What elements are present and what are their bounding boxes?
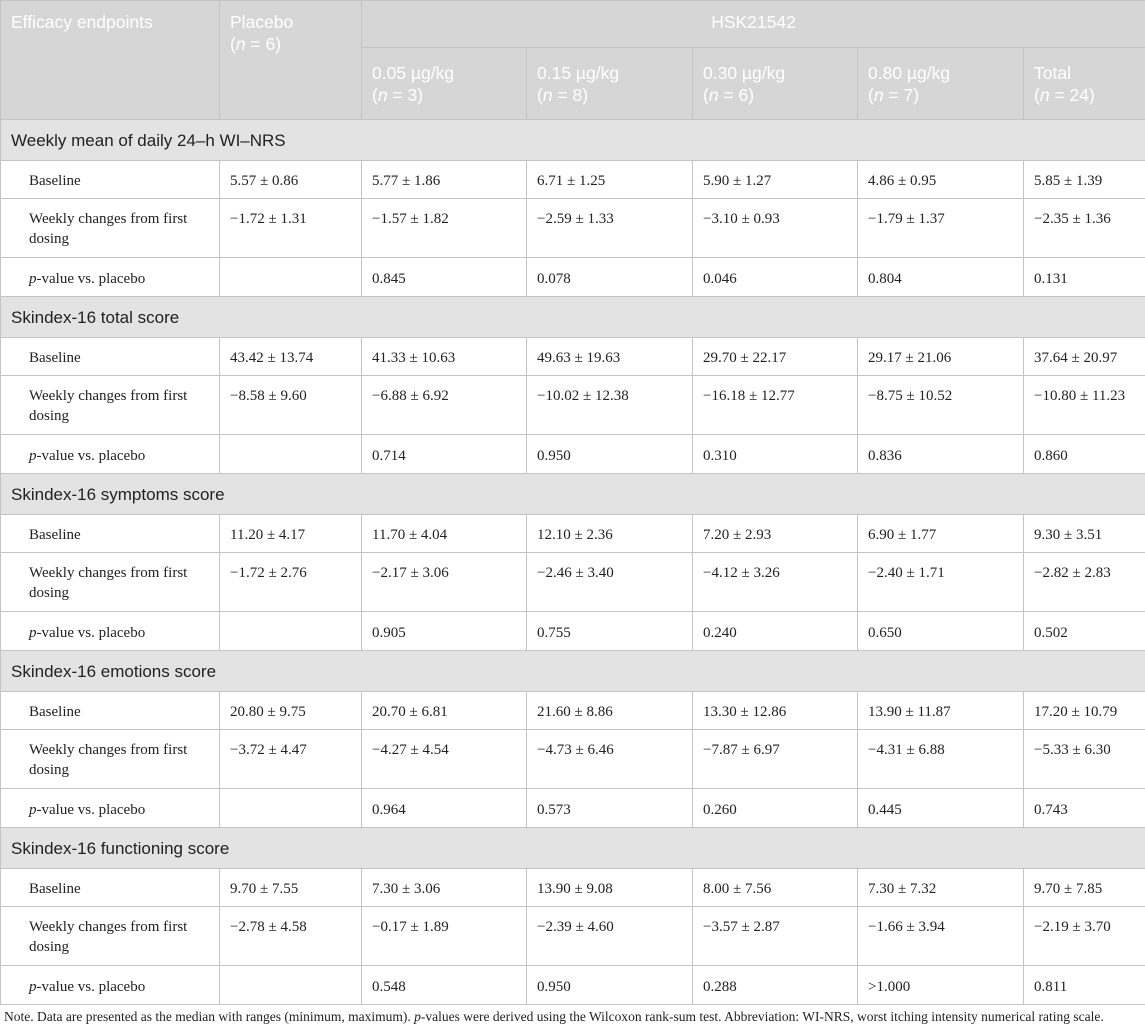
table-cell: −6.88 ± 6.92 (362, 376, 527, 435)
baseline-row (1, 515, 1145, 553)
table-cell: −2.59 ± 1.33 (527, 199, 693, 258)
section-title: Skindex-16 symptoms score (1, 474, 1145, 515)
table-cell: 0.078 (527, 258, 693, 297)
table-cell: −1.79 ± 1.37 (858, 199, 1024, 258)
table-cell: 5.85 ± 1.39 (1024, 161, 1145, 199)
table-cell: 37.64 ± 20.97 (1024, 338, 1145, 376)
baseline-row (1, 161, 1145, 199)
table-cell: −2.39 ± 4.60 (527, 907, 693, 966)
table-cell (220, 258, 362, 297)
table-cell: 0.650 (858, 612, 1024, 651)
baseline-row (1, 869, 1145, 907)
pvalue-row (1, 966, 1145, 1005)
table-cell: 11.70 ± 4.04 (362, 515, 527, 553)
table-cell: −3.72 ± 4.47 (220, 730, 362, 789)
table-cell: −8.75 ± 10.52 (858, 376, 1024, 435)
table-cell: 0.714 (362, 435, 527, 474)
table-cell: 5.77 ± 1.86 (362, 161, 527, 199)
pvalue-row (1, 435, 1145, 474)
table-cell: 13.90 ± 11.87 (858, 692, 1024, 730)
header-placebo: Placebo (n = 6) (220, 1, 362, 120)
table-cell: 0.811 (1024, 966, 1145, 1005)
table-cell: 7.20 ± 2.93 (693, 515, 858, 553)
section-title: Skindex-16 emotions score (1, 651, 1145, 692)
row-label: Weekly changes from first dosing (1, 376, 220, 435)
placebo-n: (n = 6) (230, 34, 282, 54)
table-cell: 0.804 (858, 258, 1024, 297)
table-cell: 4.86 ± 0.95 (858, 161, 1024, 199)
table-cell: 0.950 (527, 435, 693, 474)
table-cell: −5.33 ± 6.30 (1024, 730, 1145, 789)
dose-n-1: (n = 8) (537, 85, 589, 105)
table-cell: 9.70 ± 7.85 (1024, 869, 1145, 907)
table-cell (220, 966, 362, 1005)
table-cell: 0.836 (858, 435, 1024, 474)
table-cell: −2.82 ± 2.83 (1024, 553, 1145, 612)
table-cell: −4.31 ± 6.88 (858, 730, 1024, 789)
table-cell: 17.20 ± 10.79 (1024, 692, 1145, 730)
table-cell: 7.30 ± 3.06 (362, 869, 527, 907)
header-dose-2: 0.30 µg/kg (n = 6) (693, 48, 858, 120)
table-cell: 8.00 ± 7.56 (693, 869, 858, 907)
dose-n-4: (n = 24) (1034, 85, 1095, 105)
table-cell: −3.10 ± 0.93 (693, 199, 858, 258)
row-label: p-value vs. placebo (1, 435, 220, 474)
baseline-row (1, 338, 1145, 376)
row-label: p-value vs. placebo (1, 258, 220, 297)
baseline-row (1, 692, 1145, 730)
table-cell: −0.17 ± 1.89 (362, 907, 527, 966)
table-cell: −2.19 ± 3.70 (1024, 907, 1145, 966)
table-cell: 0.743 (1024, 789, 1145, 828)
table-cell: −10.02 ± 12.38 (527, 376, 693, 435)
header-dose-3: 0.80 µg/kg (n = 7) (858, 48, 1024, 120)
table-cell: −1.66 ± 3.94 (858, 907, 1024, 966)
table-cell: −1.72 ± 1.31 (220, 199, 362, 258)
header-dose-1: 0.15 µg/kg (n = 8) (527, 48, 693, 120)
weekly-changes-row (1, 907, 1145, 966)
section-row (1, 474, 1145, 515)
table-cell: −2.17 ± 3.06 (362, 553, 527, 612)
row-label: Baseline (1, 515, 220, 553)
row-label: Weekly changes from first dosing (1, 199, 220, 258)
pvalue-row (1, 789, 1145, 828)
weekly-changes-row (1, 730, 1145, 789)
row-label: Baseline (1, 161, 220, 199)
table-cell (220, 435, 362, 474)
table-cell: −2.40 ± 1.71 (858, 553, 1024, 612)
table-cell (220, 612, 362, 651)
table-cell: 0.260 (693, 789, 858, 828)
table-cell: 20.80 ± 9.75 (220, 692, 362, 730)
weekly-changes-row (1, 376, 1145, 435)
table-cell: 0.860 (1024, 435, 1145, 474)
table-cell: 5.90 ± 1.27 (693, 161, 858, 199)
table-cell: 5.57 ± 0.86 (220, 161, 362, 199)
table-cell: 29.17 ± 21.06 (858, 338, 1024, 376)
table-cell: 0.131 (1024, 258, 1145, 297)
table-cell: 20.70 ± 6.81 (362, 692, 527, 730)
dose-n-2: (n = 6) (703, 85, 755, 105)
table-cell: 21.60 ± 8.86 (527, 692, 693, 730)
section-title: Weekly mean of daily 24–h WI–NRS (1, 120, 1145, 161)
section-row (1, 120, 1145, 161)
table-cell (220, 789, 362, 828)
table-cell: −8.58 ± 9.60 (220, 376, 362, 435)
table-cell: −4.27 ± 4.54 (362, 730, 527, 789)
section-row (1, 651, 1145, 692)
table-cell: 13.90 ± 9.08 (527, 869, 693, 907)
table-cell: 0.573 (527, 789, 693, 828)
table-cell: 0.548 (362, 966, 527, 1005)
table-cell: 29.70 ± 22.17 (693, 338, 858, 376)
table-cell: 12.10 ± 2.36 (527, 515, 693, 553)
table-cell: −4.73 ± 6.46 (527, 730, 693, 789)
table-cell: 0.905 (362, 612, 527, 651)
table-cell: 6.71 ± 1.25 (527, 161, 693, 199)
table-cell: −3.57 ± 2.87 (693, 907, 858, 966)
row-label: Baseline (1, 869, 220, 907)
section-title: Skindex-16 total score (1, 297, 1145, 338)
table-cell: 13.30 ± 12.86 (693, 692, 858, 730)
table-cell: −10.80 ± 11.23 (1024, 376, 1145, 435)
table-cell: 0.950 (527, 966, 693, 1005)
weekly-changes-row (1, 199, 1145, 258)
weekly-changes-row (1, 553, 1145, 612)
row-label: Baseline (1, 338, 220, 376)
table-cell: 0.046 (693, 258, 858, 297)
row-label: Baseline (1, 692, 220, 730)
table-cell: 0.845 (362, 258, 527, 297)
header-dose-0: 0.05 µg/kg (n = 3) (362, 48, 527, 120)
table-body (1, 120, 1145, 1005)
table-note: Note. Data are presented as the median with ranges (minimum, maximum). p-values were derived using the Wilcoxon rank-sum test. Abbreviation: WI-NRS, worst itching intensity numerical rating scale. (4, 1009, 1104, 1024)
table-cell: −7.87 ± 6.97 (693, 730, 858, 789)
table-cell: 0.445 (858, 789, 1024, 828)
row-label: Weekly changes from first dosing (1, 907, 220, 966)
row-label: p-value vs. placebo (1, 966, 220, 1005)
table-cell: 0.288 (693, 966, 858, 1005)
table-cell: −2.46 ± 3.40 (527, 553, 693, 612)
dose-n-3: (n = 7) (868, 85, 920, 105)
table-cell: −1.57 ± 1.82 (362, 199, 527, 258)
row-label: p-value vs. placebo (1, 612, 220, 651)
table-cell: 9.70 ± 7.55 (220, 869, 362, 907)
header-dose-4: Total (n = 24) (1024, 48, 1145, 120)
table-cell: 0.310 (693, 435, 858, 474)
section-row (1, 828, 1145, 869)
section-row (1, 297, 1145, 338)
table-cell: −1.72 ± 2.76 (220, 553, 362, 612)
table-cell: −16.18 ± 12.77 (693, 376, 858, 435)
row-label: Weekly changes from first dosing (1, 730, 220, 789)
table-cell: 43.42 ± 13.74 (220, 338, 362, 376)
pvalue-row (1, 612, 1145, 651)
row-label: p-value vs. placebo (1, 789, 220, 828)
table-cell: 7.30 ± 7.32 (858, 869, 1024, 907)
row-label: Weekly changes from first dosing (1, 553, 220, 612)
pvalue-row (1, 258, 1145, 297)
table-cell: 49.63 ± 19.63 (527, 338, 693, 376)
table-cell: −2.35 ± 1.36 (1024, 199, 1145, 258)
table-cell: 0.240 (693, 612, 858, 651)
table-cell: >1.000 (858, 966, 1024, 1005)
table-header (1, 1, 1145, 120)
table-cell: 0.964 (362, 789, 527, 828)
table-cell: −2.78 ± 4.58 (220, 907, 362, 966)
header-hsk21542: HSK21542 (362, 1, 1145, 48)
header-efficacy-endpoints: Efficacy endpoints (1, 1, 220, 120)
table-cell: 6.90 ± 1.77 (858, 515, 1024, 553)
table-cell: 0.755 (527, 612, 693, 651)
section-title: Skindex-16 functioning score (1, 828, 1145, 869)
dose-n-0: (n = 3) (372, 85, 424, 105)
table-cell: 0.502 (1024, 612, 1145, 651)
table-cell: 11.20 ± 4.17 (220, 515, 362, 553)
table-cell: 9.30 ± 3.51 (1024, 515, 1145, 553)
table-cell: −4.12 ± 3.26 (693, 553, 858, 612)
table-cell: 41.33 ± 10.63 (362, 338, 527, 376)
